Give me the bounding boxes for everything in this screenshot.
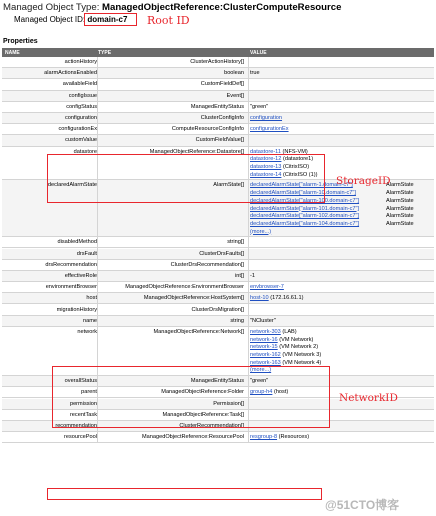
datastore-highlight bbox=[47, 154, 325, 203]
property-row-name bbox=[2, 316, 434, 327]
property-name: recentTask bbox=[69, 411, 97, 418]
value-text: true bbox=[250, 70, 260, 77]
value-item bbox=[250, 229, 359, 237]
column-header-name: NAME bbox=[5, 50, 20, 56]
more-link[interactable]: (more...) bbox=[250, 367, 272, 374]
property-name: declaredAlarmState bbox=[47, 182, 97, 189]
property-value bbox=[250, 273, 255, 281]
value-text: (Resources) bbox=[277, 434, 310, 441]
property-row-host bbox=[2, 293, 434, 304]
property-type: int[] bbox=[234, 272, 244, 279]
property-name: migrationHistory bbox=[56, 306, 97, 313]
value-text: (172.16.61.1) bbox=[268, 295, 304, 302]
value-item bbox=[250, 273, 255, 281]
property-type: ManagedEntityStatus bbox=[190, 378, 244, 385]
value-link[interactable]: datastore-11 bbox=[250, 148, 281, 155]
property-type: ComputeResourceConfigInfo bbox=[171, 126, 244, 133]
value-text: (VM Network 3) bbox=[280, 352, 322, 358]
table-header bbox=[2, 48, 434, 57]
value-item bbox=[250, 104, 268, 112]
value-link[interactable]: datastore-14 bbox=[250, 171, 282, 178]
value-link[interactable]: group-h4 bbox=[250, 389, 273, 396]
property-type: ManagedObjectReference:EnvironmentBrowser bbox=[125, 284, 244, 291]
property-name: configuration bbox=[64, 115, 97, 121]
network-id-annotation: NetworkID bbox=[339, 392, 398, 404]
property-type: ClusterRecommendation[] bbox=[179, 422, 244, 429]
value-note: AlarmState bbox=[386, 190, 414, 197]
property-row-alarmActionsEnabled bbox=[2, 68, 434, 79]
id-value: domain-c7 bbox=[87, 15, 128, 24]
property-type: boolean bbox=[224, 70, 244, 77]
property-name: resourcePool bbox=[64, 434, 97, 441]
value-note: AlarmState bbox=[386, 213, 414, 220]
property-type: Permission[] bbox=[213, 400, 244, 407]
property-type: ClusterDrsFaults[] bbox=[199, 250, 244, 257]
property-value bbox=[250, 295, 304, 303]
value-note: AlarmState bbox=[386, 205, 414, 212]
property-name: overallStatus bbox=[64, 378, 97, 385]
value-text: (host) bbox=[272, 389, 289, 396]
value-text: -1 bbox=[250, 272, 255, 279]
value-text: (NFS-VM) bbox=[281, 148, 308, 155]
value-link[interactable]: declaredAlarmState["alarm-1.domain-c7"] bbox=[250, 182, 353, 189]
value-text: (LAB) bbox=[280, 328, 297, 335]
column-header-type: TYPE bbox=[98, 50, 112, 56]
property-type: Event[] bbox=[226, 92, 244, 99]
value-item bbox=[250, 352, 321, 360]
property-row-effectiveRole bbox=[2, 271, 434, 282]
property-value bbox=[250, 434, 309, 442]
property-name: environmentBrowser bbox=[45, 284, 97, 291]
property-row-availableField bbox=[2, 79, 434, 90]
property-type: ClusterConfigInfo bbox=[200, 115, 244, 121]
property-row-customValue bbox=[2, 135, 434, 146]
property-name: datastore bbox=[73, 148, 97, 155]
property-type: ManagedObjectReference:Network[] bbox=[153, 328, 244, 335]
value-link[interactable]: network-15 bbox=[250, 344, 278, 351]
value-note: AlarmState bbox=[386, 197, 414, 204]
property-type: CustomFieldValue[] bbox=[195, 137, 244, 144]
value-text: (datastore1) bbox=[281, 156, 314, 163]
type-value: ManagedObjectReference:ClusterComputeResource bbox=[102, 2, 342, 13]
value-text: (VM Network 2) bbox=[277, 344, 319, 351]
value-item bbox=[250, 318, 276, 326]
property-name: alarmActionsEnabled bbox=[44, 70, 97, 77]
property-row-drsFault bbox=[2, 249, 434, 260]
object-header bbox=[0, 0, 436, 34]
network-highlight bbox=[52, 366, 330, 428]
value-text: (CitrixISO (1)) bbox=[281, 171, 318, 178]
property-row-configIssue bbox=[2, 91, 434, 102]
value-link[interactable]: network-163 bbox=[250, 359, 281, 366]
id-label: Managed Object ID: bbox=[14, 15, 86, 24]
value-item bbox=[250, 434, 309, 442]
property-type: ManagedObjectReference:Datastore[] bbox=[149, 148, 244, 155]
property-row-actionHistory bbox=[2, 57, 434, 68]
value-link[interactable]: datastore-12 bbox=[250, 156, 282, 163]
value-link[interactable]: declaredAlarmState["alarm-100.domain-c7"] bbox=[250, 197, 360, 204]
property-type: ManagedEntityStatus bbox=[190, 103, 244, 110]
root-id-annotation: Root ID bbox=[147, 14, 190, 27]
type-label: Managed Object Type: bbox=[3, 2, 100, 13]
property-row-resourcePool bbox=[2, 432, 434, 443]
property-name: availableField bbox=[62, 81, 97, 88]
property-type: ManagedObjectReference:ResourcePool bbox=[142, 434, 244, 441]
value-item bbox=[250, 213, 414, 221]
property-name: host bbox=[86, 295, 97, 302]
value-text: (VM Network) bbox=[277, 336, 314, 343]
value-link[interactable]: network-16 bbox=[250, 336, 278, 343]
value-text: "NCluster" bbox=[250, 317, 276, 324]
value-link[interactable]: network-303 bbox=[250, 328, 281, 335]
property-value bbox=[250, 284, 284, 292]
value-link[interactable]: configurationEx bbox=[250, 126, 289, 133]
property-name: actionHistory bbox=[64, 59, 97, 65]
value-item bbox=[250, 329, 321, 337]
property-value bbox=[250, 115, 282, 123]
property-type: string bbox=[230, 317, 244, 324]
property-name: permission bbox=[69, 400, 97, 407]
value-text: "green" bbox=[250, 103, 269, 110]
managed-object-type bbox=[3, 2, 341, 13]
property-row-disabledMethod bbox=[2, 237, 434, 248]
property-value bbox=[250, 318, 276, 326]
value-link[interactable]: host-10 bbox=[250, 295, 269, 302]
property-row-configurationEx bbox=[2, 124, 434, 135]
value-link[interactable]: declaredAlarmState["alarm-10.domain-c7"] bbox=[250, 190, 356, 197]
property-name: disabledMethod bbox=[57, 239, 97, 246]
property-value bbox=[250, 104, 268, 112]
property-name: configurationEx bbox=[58, 126, 97, 133]
resource-pool-highlight bbox=[47, 488, 322, 500]
property-row-configStatus bbox=[2, 102, 434, 113]
value-note: AlarmState bbox=[386, 220, 414, 227]
value-link[interactable]: declaredAlarmState["alarm-101.domain-c7"] bbox=[250, 205, 360, 212]
property-type: ManagedObjectReference:Task[] bbox=[162, 411, 244, 418]
value-item bbox=[250, 220, 414, 229]
value-item bbox=[250, 295, 304, 303]
storage-id-annotation: StorageID bbox=[336, 175, 391, 187]
property-type: ClusterActionHistory[] bbox=[190, 59, 244, 65]
watermark: @51CTO博客 bbox=[325, 498, 400, 512]
property-name: network bbox=[77, 328, 97, 335]
more-link[interactable]: (more...) bbox=[250, 228, 272, 235]
property-row-environmentBrowser bbox=[2, 282, 434, 293]
value-link[interactable]: resgroup-8 bbox=[250, 434, 278, 441]
value-item bbox=[250, 337, 321, 345]
value-text: "green" bbox=[250, 378, 269, 385]
value-link[interactable]: envbrowser-7 bbox=[250, 284, 284, 291]
property-row-configuration bbox=[2, 113, 434, 124]
property-name: configStatus bbox=[66, 103, 97, 110]
value-note: AlarmState bbox=[386, 182, 414, 189]
property-value bbox=[250, 126, 289, 134]
property-name: recommendation bbox=[55, 422, 97, 429]
property-row-migrationHistory bbox=[2, 305, 434, 316]
property-name: parent bbox=[81, 389, 97, 396]
value-item bbox=[250, 70, 260, 78]
value-link[interactable]: declaredAlarmState["alarm-102.domain-c7"] bbox=[250, 213, 360, 220]
property-name: name bbox=[83, 317, 97, 324]
value-link[interactable]: network-162 bbox=[250, 352, 281, 358]
property-name: customValue bbox=[65, 137, 97, 144]
property-type: ManagedObjectReference:Folder bbox=[161, 389, 244, 396]
value-text: (VM Network 4) bbox=[280, 359, 322, 366]
value-item bbox=[250, 284, 284, 292]
value-item bbox=[250, 205, 414, 214]
value-text: (CitrixISO) bbox=[281, 164, 310, 170]
property-type: ClusterDrsMigration[] bbox=[191, 306, 244, 313]
property-name: effectiveRole bbox=[64, 272, 97, 279]
properties-title: Properties bbox=[3, 38, 38, 45]
property-type: ClusterDrsRecommendation[] bbox=[170, 261, 244, 268]
property-type: string[] bbox=[227, 239, 244, 246]
property-value bbox=[250, 70, 260, 78]
property-name: drsFault bbox=[76, 250, 97, 257]
property-name: drsRecommendation bbox=[45, 261, 97, 268]
column-header-value: VALUE bbox=[250, 50, 267, 56]
property-row-drsRecommendation bbox=[2, 260, 434, 271]
property-name: configIssue bbox=[68, 92, 97, 99]
root-id-highlight bbox=[84, 13, 137, 26]
value-item bbox=[250, 126, 289, 134]
value-item bbox=[250, 344, 321, 352]
value-link[interactable]: datastore-13 bbox=[250, 164, 282, 170]
property-type: AlarmState[] bbox=[213, 182, 244, 189]
value-link[interactable]: declaredAlarmState["alarm-104.domain-c7"] bbox=[250, 220, 360, 227]
value-link[interactable]: configuration bbox=[250, 115, 283, 121]
property-type: ManagedObjectReference:HostSystem[] bbox=[143, 295, 244, 302]
property-type: CustomFieldDef[] bbox=[200, 81, 244, 88]
value-item bbox=[250, 115, 282, 123]
